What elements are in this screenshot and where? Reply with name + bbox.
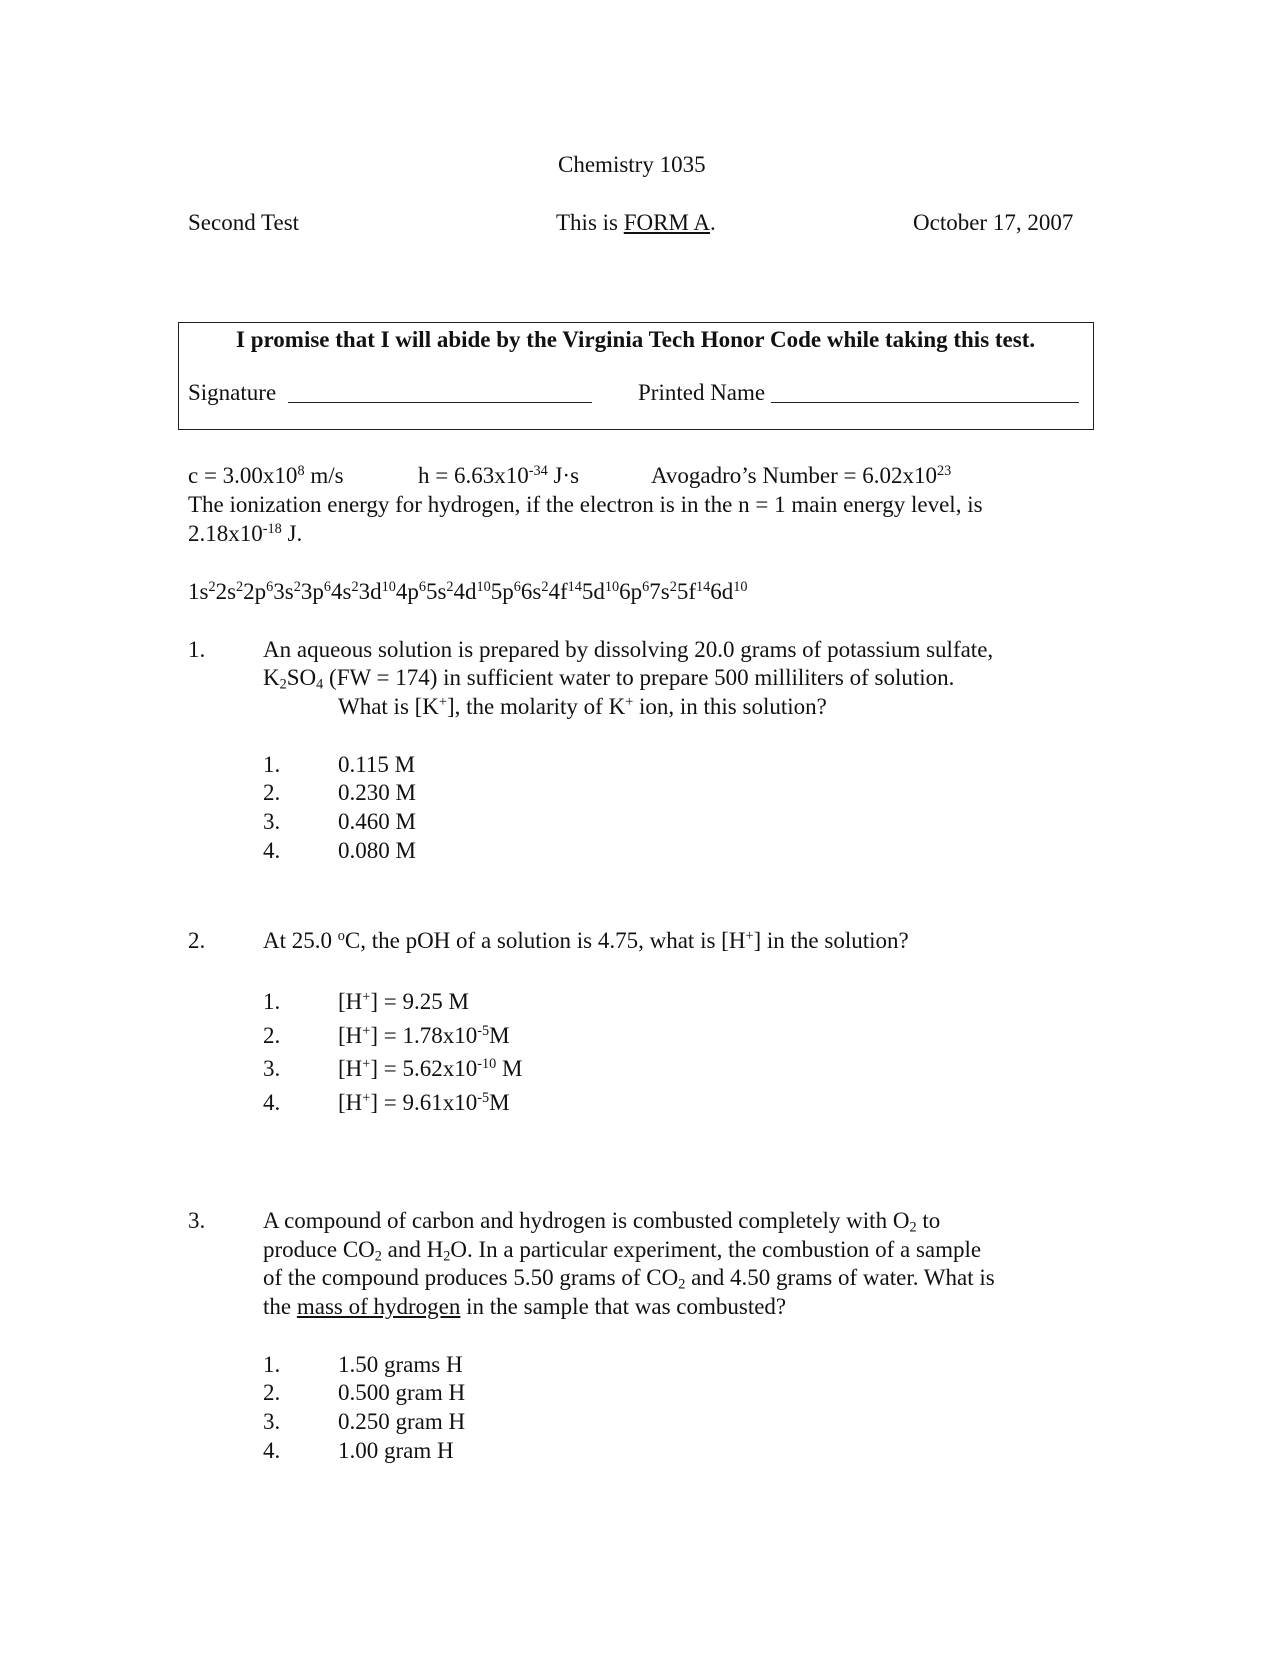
- h-base: h = 6.63x10: [418, 463, 529, 488]
- orbital-electrons: 6: [642, 579, 650, 596]
- question-2-text: [263, 928, 909, 954]
- electron-configuration: [188, 579, 748, 605]
- h-unit: J·s: [547, 463, 580, 488]
- orbital-term: [521, 579, 549, 604]
- h-exponent: -10: [477, 1056, 497, 1073]
- h-bracket: [H: [338, 989, 363, 1014]
- orbital-electrons: 10: [381, 579, 396, 596]
- form-prefix: This is: [556, 210, 624, 235]
- choice-number: 3.: [263, 1056, 281, 1081]
- orbital-term: [619, 579, 649, 604]
- choice-text[interactable]: 1.00 gram H: [338, 1438, 454, 1463]
- orbital-term: [273, 579, 301, 604]
- h-value: ] = 9.25 M: [370, 989, 469, 1014]
- question-number: 3.: [188, 1208, 206, 1233]
- orbital-label: 5s: [425, 579, 447, 604]
- form-name: FORM A: [623, 210, 711, 235]
- orbital-label: 5p: [490, 579, 514, 604]
- h-bracket: [H: [338, 1090, 363, 1115]
- q3-l2-sub-1: 2: [374, 1248, 382, 1265]
- test-date: October 17, 2007: [913, 210, 1074, 235]
- question-1-line-1: An aqueous solution is prepared by dissolving 20.0 grams of potassium sulfate,: [263, 637, 994, 662]
- q3-l1-a: A compound of carbon and hydrogen is combusted completely with O: [263, 1208, 910, 1233]
- h-value: ] = 5.62x10: [370, 1056, 478, 1081]
- q1-l3-plus-1: +: [438, 694, 447, 711]
- h-unit: M: [489, 1090, 510, 1115]
- q1-l3-b: ], the molarity of K: [446, 694, 626, 719]
- signature-label: Signature: [188, 380, 277, 405]
- orbital-electrons: 2: [293, 579, 301, 596]
- c-unit: m/s: [304, 463, 344, 488]
- orbital-electrons: 6: [418, 579, 426, 596]
- h-bracket: [H: [338, 1023, 363, 1048]
- choice-number: 1.: [263, 989, 281, 1014]
- q1-sub-4: 4: [316, 676, 324, 693]
- orbital-electrons: 2: [541, 579, 549, 596]
- h-unit: M: [496, 1056, 523, 1081]
- q2-plus: +: [745, 928, 754, 945]
- orbital-electrons: 2: [446, 579, 454, 596]
- orbital-term: [548, 579, 581, 604]
- orbital-electrons: 10: [476, 579, 491, 596]
- question-number: 2.: [188, 928, 206, 953]
- question-3-line-3: [263, 1265, 995, 1291]
- avogadro-exponent: 23: [936, 463, 952, 480]
- h-value: ] = 1.78x10: [370, 1023, 478, 1048]
- q3-l4-b: in the sample that was combusted?: [460, 1294, 787, 1319]
- c-exponent: 8: [297, 463, 305, 480]
- q3-l2-a: produce CO: [263, 1237, 375, 1262]
- choice-number: 4.: [263, 1438, 281, 1463]
- h-bracket: [H: [338, 1056, 363, 1081]
- h-value: ] = 9.61x10: [370, 1090, 478, 1115]
- q3-mass-of-hydrogen: mass of hydrogen: [296, 1294, 461, 1319]
- choice-number: 4.: [263, 1090, 281, 1115]
- choice-text[interactable]: 0.230 M: [338, 780, 416, 805]
- orbital-electrons: 14: [567, 579, 582, 596]
- h-unit: M: [489, 1023, 510, 1048]
- orbital-label: 4s: [330, 579, 352, 604]
- h-exponent: -34: [528, 463, 548, 480]
- orbital-label: 4p: [395, 579, 419, 604]
- q3-l3-sub: 2: [678, 1276, 686, 1293]
- orbital-label: 1s: [188, 579, 209, 604]
- page-title: Chemistry 1035: [558, 152, 706, 177]
- orbital-electrons: 10: [604, 579, 620, 596]
- q1-l3-a: What is [K: [338, 694, 439, 719]
- orbital-label: 6p: [619, 579, 643, 604]
- q3-l2-b: and H: [381, 1237, 444, 1262]
- question-1-line-3: [338, 694, 827, 720]
- avogadro-constant: [651, 463, 951, 489]
- orbital-term: [582, 579, 619, 604]
- q1-l3-plus-2: +: [625, 694, 634, 711]
- orbital-label: 6s: [520, 579, 542, 604]
- c-base: c = 3.00x10: [188, 463, 298, 488]
- q3-l2-sub-2: 2: [443, 1248, 451, 1265]
- question-3-line-2: [263, 1237, 981, 1263]
- form-suffix: .: [710, 210, 716, 235]
- planck-constant: [418, 463, 579, 489]
- printed-name-label: Printed Name: [638, 380, 766, 405]
- orbital-label: 4d: [453, 579, 477, 604]
- question-number: 1.: [188, 637, 206, 662]
- q3-l4-a: the: [263, 1294, 297, 1319]
- orbital-term: [649, 579, 677, 604]
- honor-statement: I promise that I will abide by the Virginia Tech Honor Code while taking this test.: [236, 327, 1036, 352]
- orbital-electrons: 6: [513, 579, 521, 596]
- orbital-label: 7s: [649, 579, 670, 604]
- q1-sub-2: 2: [279, 676, 287, 693]
- orbital-electrons: 2: [351, 579, 359, 596]
- q3-l2-c: O. In a particular experiment, the combustion of a sample: [450, 1237, 982, 1262]
- orbital-label: 3p: [300, 579, 324, 604]
- ionization-text: The ionization energy for hydrogen, if the electron is in the n = 1 main energy level, is: [188, 492, 983, 517]
- orbital-term: [396, 579, 426, 604]
- orbital-term: [491, 579, 521, 604]
- choice-text[interactable]: 1.50 grams H: [338, 1352, 463, 1377]
- h-plus: +: [362, 1023, 371, 1040]
- choice-text[interactable]: [338, 1056, 522, 1082]
- choice-number: 1.: [263, 1352, 281, 1377]
- orbital-term: [677, 579, 710, 604]
- choice-number: 1.: [263, 752, 281, 777]
- q1-so: SO: [286, 665, 317, 690]
- question-3-line-1: [263, 1208, 940, 1234]
- orbital-electrons: 14: [696, 579, 711, 596]
- question-1-line-2: [263, 665, 954, 691]
- choice-text[interactable]: [338, 989, 469, 1015]
- orbital-electrons: 10: [733, 579, 748, 596]
- choice-number: 2.: [263, 1380, 281, 1405]
- form-label: [556, 210, 716, 236]
- question-3-line-4: [263, 1294, 786, 1320]
- choice-number: 3.: [263, 1409, 281, 1434]
- orbital-term: [243, 579, 273, 604]
- choice-text[interactable]: 0.080 M: [338, 838, 416, 863]
- choice-text[interactable]: 0.250 gram H: [338, 1409, 466, 1434]
- speed-of-light-constant: [188, 463, 344, 489]
- q3-l3-b: and 4.50 grams of water. What is: [685, 1265, 995, 1290]
- q1-l3-c: ion, in this solution?: [633, 694, 827, 719]
- choice-number: 2.: [263, 780, 281, 805]
- choice-text[interactable]: [338, 1023, 510, 1049]
- ionization-base: 2.18x10: [188, 521, 263, 546]
- choice-number: 4.: [263, 838, 281, 863]
- ionization-unit: J.: [281, 521, 303, 546]
- orbital-term: [426, 579, 454, 604]
- q2-c: ] in the solution?: [753, 928, 909, 953]
- choice-number: 3.: [263, 809, 281, 834]
- q3-l1-b: to: [916, 1208, 941, 1233]
- h-exponent: -5: [477, 1090, 490, 1107]
- h-plus: +: [362, 1090, 371, 1107]
- q1-k: K: [263, 665, 280, 690]
- orbital-term: [359, 579, 396, 604]
- ionization-value: [188, 521, 302, 547]
- orbital-label: 4f: [548, 579, 568, 604]
- orbital-term: [331, 579, 359, 604]
- orbital-term: [301, 579, 331, 604]
- q3-l3-a: of the compound produces 5.50 grams of CO: [263, 1265, 679, 1290]
- h-exponent: -5: [477, 1023, 490, 1040]
- orbital-term: [454, 579, 491, 604]
- orbital-label: 3d: [358, 579, 382, 604]
- orbital-label: 5d: [581, 579, 605, 604]
- orbital-term: [188, 579, 216, 604]
- q3-l1-sub: 2: [909, 1219, 917, 1236]
- orbital-electrons: 6: [323, 579, 331, 596]
- orbital-term: [710, 579, 747, 604]
- orbital-label: 2s: [215, 579, 237, 604]
- orbital-electrons: 2: [208, 579, 216, 596]
- choice-text[interactable]: 0.460 M: [338, 809, 416, 834]
- choice-text[interactable]: 0.500 gram H: [338, 1380, 466, 1405]
- h-plus: +: [362, 989, 371, 1006]
- orbital-label: 5f: [676, 579, 697, 604]
- ionization-exponent: -18: [262, 521, 282, 538]
- choice-text[interactable]: 0.115 M: [338, 752, 416, 777]
- printed-name-line[interactable]: [771, 402, 1079, 403]
- orbital-electrons: 2: [236, 579, 244, 596]
- orbital-electrons: 6: [266, 579, 274, 596]
- orbital-label: 3s: [273, 579, 294, 604]
- q2-b: C, the pOH of a solution is 4.75, what is [H: [344, 928, 746, 953]
- orbital-term: [216, 579, 244, 604]
- q1-line-2-rest: (FW = 174) in sufficient water to prepare 500 milliliters of solution.: [323, 665, 955, 690]
- test-name: Second Test: [188, 210, 300, 235]
- signature-line[interactable]: [288, 402, 592, 403]
- h-plus: +: [362, 1056, 371, 1073]
- orbital-electrons: 2: [669, 579, 677, 596]
- orbital-label: 6d: [710, 579, 734, 604]
- avogadro-base: Avogadro’s Number = 6.02x10: [651, 463, 937, 488]
- q2-degree: o: [337, 928, 345, 945]
- choice-number: 2.: [263, 1023, 281, 1048]
- q2-a: At 25.0: [263, 928, 338, 953]
- choice-text[interactable]: [338, 1090, 510, 1116]
- orbital-label: 2p: [243, 579, 267, 604]
